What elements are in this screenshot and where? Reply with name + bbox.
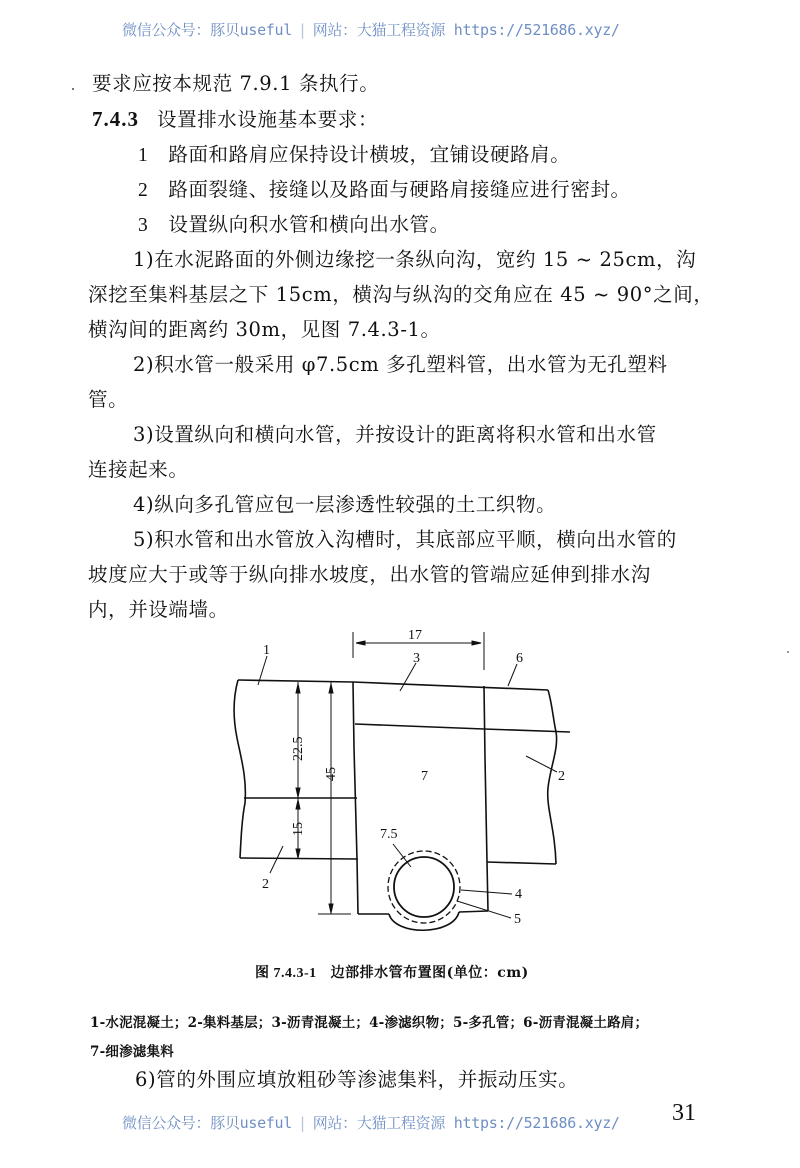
- break-line-right: [548, 690, 557, 864]
- paragraph-line: 深挖至集料基层之下 15cm，横沟与纵沟的交角应在 45 ~ 90°之间，: [88, 283, 714, 306]
- label-2-aggregate-base-right: 2: [558, 769, 565, 784]
- scan-speck: [72, 88, 74, 90]
- list-item: [138, 213, 450, 238]
- label-2-aggregate-base-left: 2: [262, 877, 269, 892]
- paragraph-line: 3)设置纵向和横向水管，并按设计的距离将积水管和出水管: [133, 423, 657, 446]
- list-item: [138, 178, 631, 203]
- paragraph-line: 1)在水泥路面的外侧边缘挖一条纵向沟，宽约 15 ~ 25cm，沟: [133, 248, 697, 271]
- label-7-fine-filter-aggregate: 7: [421, 769, 428, 784]
- paragraph-line: 6)管的外围应填放粗砂等渗滤集料，并振动压实。: [135, 1068, 579, 1091]
- leader-2-left: [270, 846, 283, 873]
- item-number: 1: [138, 145, 149, 166]
- figure-title: 边部排水管布置图(单位：cm): [330, 965, 529, 981]
- figure-caption: [255, 962, 529, 982]
- paragraph-line: 管。: [88, 388, 129, 411]
- trench-right-wall: [484, 686, 488, 911]
- dim-label-15: 15: [291, 822, 306, 836]
- section-title: 设置排水设施基本要求：: [157, 108, 379, 131]
- base-bottom-left: [240, 858, 358, 859]
- base-bottom-right: [487, 862, 556, 864]
- continuation-line: 要求应按本规范 7.9.1 条执行。: [92, 72, 380, 95]
- item-text: 设置纵向积水管和横向出水管。: [168, 213, 450, 236]
- paragraph-line: 2)积水管一般采用 φ7.5cm 多孔塑料管，出水管为无孔塑料: [133, 353, 668, 376]
- dim-label-22-5: 22.5: [291, 736, 306, 761]
- item-number: 3: [138, 215, 149, 236]
- paragraph-line: 4)纵向多孔管应包一层渗透性较强的土工织物。: [133, 493, 557, 516]
- watermark-wechat: 微信公众号：豚贝useful: [122, 1114, 292, 1132]
- item-number: 2: [138, 180, 149, 201]
- scan-speck: [787, 651, 789, 653]
- section-number: 7.4.3: [92, 107, 139, 131]
- paragraph-line: 5)积水管和出水管放入沟槽时，其底部应平顺，横向出水管的: [133, 528, 677, 551]
- dim-label-7-5: 7.5: [380, 827, 398, 842]
- item-text: 路面裂缝、接缝以及路面与硬路肩接缝应进行密封。: [168, 178, 631, 201]
- watermark-site: 网站：大猫工程资源 https://521686.xyz/: [312, 1114, 620, 1132]
- figure-legend-line: 1-水泥混凝土；2-集料基层；3-沥青混凝土；4-渗滤织物；5-多孔管；6-沥青混凝土路肩；: [90, 1015, 649, 1031]
- pavement-surface-line: [238, 680, 548, 690]
- leader-3: [400, 663, 416, 691]
- leader-7-5: [393, 844, 411, 867]
- list-item: [138, 143, 570, 168]
- leader-4: [461, 890, 512, 894]
- watermark-wechat: 微信公众号：豚贝useful: [122, 21, 292, 39]
- watermark-separator: |: [298, 1114, 307, 1132]
- leader-5: [457, 901, 511, 918]
- item-text: 路面和路肩应保持设计横坡，宜铺设硬路肩。: [168, 143, 571, 166]
- section-heading: [92, 107, 378, 132]
- paragraph-line: 坡度应大于或等于纵向排水坡度，出水管的管端应延伸到排水沟: [88, 563, 651, 586]
- trench-bottom-right: [459, 911, 488, 912]
- break-line-left: [234, 680, 245, 858]
- paragraph-line: 横沟间的距离约 30m，见图 7.4.3-1。: [88, 318, 441, 341]
- label-4-filter-fabric: 4: [515, 887, 522, 902]
- label-3-asphalt-concrete: 3: [413, 651, 420, 666]
- asphalt-layer-bottom: [355, 724, 570, 732]
- label-1-cement-concrete: 1: [263, 643, 270, 658]
- edge-drain-diagram: [225, 618, 610, 948]
- label-5-perforated-pipe: 5: [514, 912, 521, 927]
- watermark-separator: |: [298, 21, 307, 39]
- watermark-footer: [122, 1112, 620, 1133]
- watermark-site: 网站：大猫工程资源 https://521686.xyz/: [312, 21, 620, 39]
- paragraph-line: 内，并设端墙。: [88, 598, 229, 621]
- figure-legend-line: 7-细渗滤集料: [90, 1044, 174, 1060]
- dim-label-17: 17: [408, 628, 422, 643]
- page-number: 31: [672, 1100, 696, 1126]
- watermark-header: [122, 19, 620, 40]
- figure-id: 图 7.4.3-1: [255, 966, 317, 981]
- perforated-pipe: [394, 857, 454, 917]
- dim-label-45: 45: [324, 767, 339, 781]
- paragraph-line: 连接起来。: [88, 458, 189, 481]
- leader-6: [508, 664, 517, 686]
- label-6-asphalt-shoulder: 6: [516, 651, 523, 666]
